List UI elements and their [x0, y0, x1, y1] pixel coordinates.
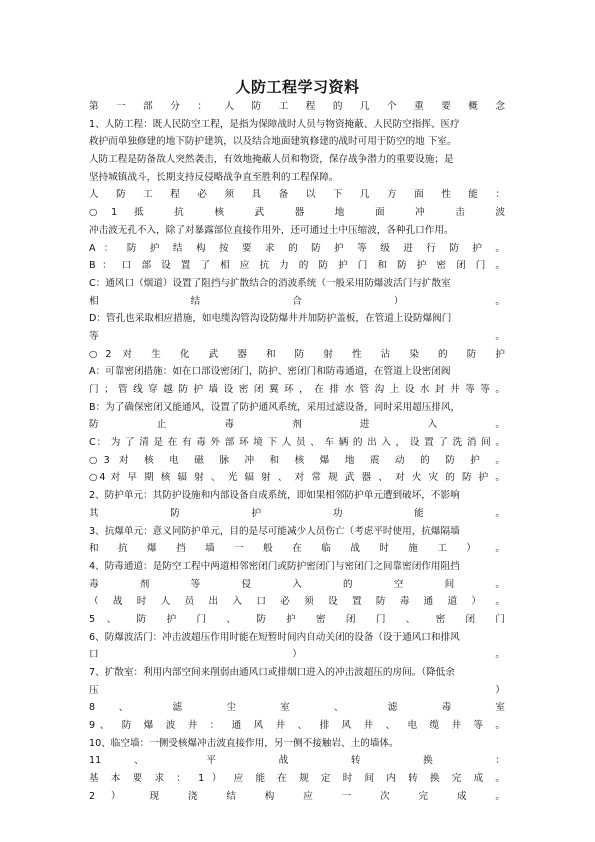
text-line: A ： 防 护 结 构 按 要 求 的 防 护 等 级 进 行 防 护 。	[89, 242, 505, 254]
text-line: 2 ） 现 浇 结 构 应 一 次 完 成 。	[89, 790, 505, 802]
text-line: 4、防毒通道：是防空工程中两道相邻密闭门或防护密闭门与密闭门之间靠密闭作用阻挡	[89, 560, 460, 572]
text-line: 第 一 部 分 ： 人 防 工 程 的 几 个 重 要 概 念	[89, 101, 505, 112]
text-line: 救护而单独修建的地下防护建筑，以及结合地面建筑修建的战时可用于防空的地 下室。	[89, 136, 457, 148]
text-line: 8 、 滤 尘 室 、 滤 毒 室	[89, 702, 505, 714]
text-line: D：管孔也采取相应措施，如电缆沟管沟设防爆井并加防护盖板，在管道上设防爆阀门	[89, 313, 452, 325]
text-line: 防 止 毒 剂 进 入 。	[89, 419, 505, 431]
document-body	[89, 98, 505, 806]
text-line: 压 ）	[89, 684, 505, 696]
text-line: 等 。	[89, 330, 505, 342]
document-title: 人防工程学习资料	[235, 78, 360, 96]
text-line: C：通风口（烟道）设置了阻挡与扩散结合的消波系统（一般采用防爆波活门与扩散室	[89, 277, 451, 289]
text-line: 其 防 护 功 能 。	[89, 507, 505, 519]
text-line: ○3 对 核 电 磁 脉 冲 和 核 爆 地 震 动 的 防 护 。	[89, 454, 505, 466]
text-line: 6、防爆波活门：冲击波超压作用时能在短暂时间内自动关闭的设备（设于通风口和排风	[89, 631, 460, 643]
text-line: B：为了确保密闭又能通风，设置了防护通风系统，采用过滤设备，同时采用超压排风，	[89, 401, 461, 413]
text-line: ○4 对 早 期 核 辐 射 、 光 辐 射 、 对 常 规 武 器 、 对 火 灾 的 防 护 。	[89, 472, 505, 484]
text-line: （ 战 时 人 员 出 入 口 必 须 设 置 防 毒 通 道 ） 。	[89, 596, 505, 608]
text-line: 冲击波无孔不入，除了对暴露部位直接作用外，还可通过土中压缩波，各种孔口作用。	[89, 224, 454, 236]
text-line: 5 、 防 护 门 、 防 护 密 闭 门 、 密 闭 门	[89, 613, 505, 625]
text-line: 毒 剂 等 侵 入 的 空 间 。	[89, 578, 505, 590]
text-line: B ： 口 部 设 置 了 相 应 抗 力 的 防 护 门 和 防 护 密 闭 门 。	[89, 260, 505, 272]
text-line: 人 防 工 程 必 须 具 备 以 下 几 方 面 性 能 ：	[89, 189, 505, 201]
text-line: ○2 对 生 化 武 器 和 防 射 性 沾 染 的 防 护	[89, 348, 505, 360]
text-line: 相 结 合 ） 。	[89, 295, 505, 307]
text-line: C： 为 了 清 是 在 有 毒 外 部 环 境 下 人 员 、 车 辆 的 出 入 ， 设 置 了 洗 消 间 。	[89, 437, 505, 449]
text-line: 坚持城镇战斗，长期支持反侵略战争直至胜利的工程保障。	[89, 171, 339, 183]
text-line: 门 ； 管 线 穿 越 防 护 墙 设 密 闭 翼 环 ， 在 排 水 管 沟 上 设 水 封 井 等 等 。	[89, 384, 505, 395]
text-line: 10、临空墙：一侧受核爆冲击波直接作用，另一侧不接触岩、土的墙体。	[89, 737, 399, 749]
text-line: 2、防护单元：其防护设施和内部设备自成系统，即如果相邻防护单元遭到破坏，不影响	[89, 490, 460, 502]
text-line: 11 、 平 战 转 换 ：	[89, 755, 505, 767]
text-line: 和 抗 爆 挡 墙 一 般 在 临 战 时 施 工 ） 。	[89, 543, 505, 555]
text-line: A：可靠密闭措施：如在口部设密闭门，防护、密闭门和防毒通道，在管道上设密闭阀	[89, 366, 451, 378]
text-line: 1、人防工程：既人民防空工程，是指为保障战时人员与物资掩蔽、人民防空指挥、医疗	[89, 118, 460, 130]
text-line: 口 ） 。	[89, 649, 505, 661]
text-line: 人防工程是防备敌人突然袭击，有效地掩蔽人员和物资，保存战争潜力的重要设施；是	[89, 154, 454, 166]
text-line: 9、 防 爆 波 井 ： 通 风 井 、 排 风 井 、 电 缆 井 等 。	[89, 720, 505, 732]
text-line: 3、抗爆单元：意义同防护单元，目的是尽可能减少人员伤亡（考虑平时使用，抗爆隔墙	[89, 525, 460, 537]
text-line: ○1 抵 抗 核 武 器 地 面 冲 击 波	[89, 207, 505, 219]
text-line: 基 本 要 求 ： 1 ） 应 能 在 规 定 时 间 内 转 换 完 成 。	[89, 773, 505, 785]
text-line: 7、扩散室：利用内部空间来削弱由通风口或排烟口进入的冲击波超压的房间。（降低余	[89, 667, 455, 678]
